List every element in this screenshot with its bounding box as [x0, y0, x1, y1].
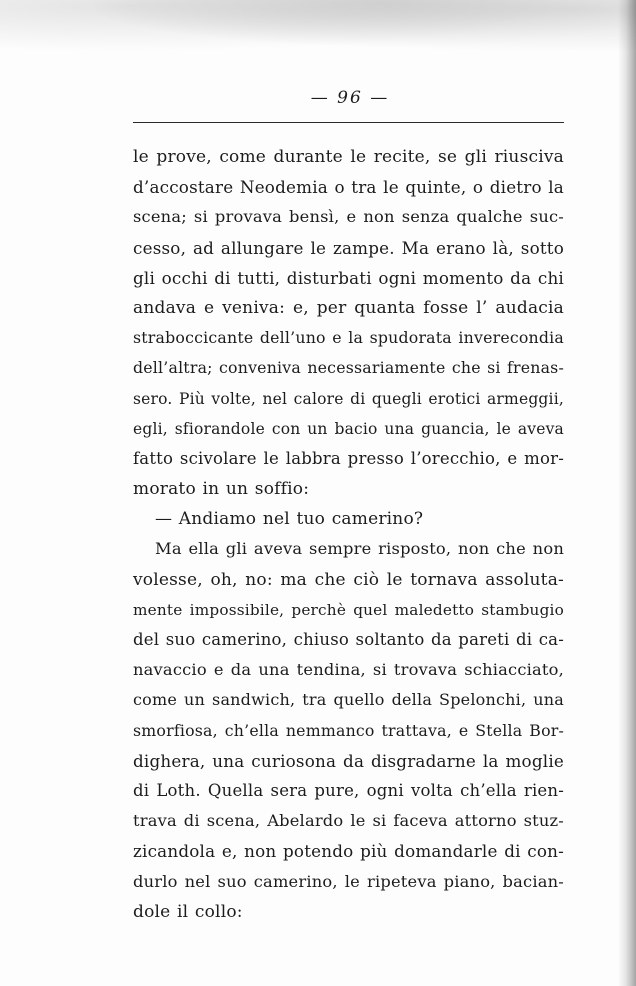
text-line: durlo nel suo camerino, le ripeteva piano, bacian-: [133, 871, 564, 891]
text-line: trava di scena, Abelardo le si faceva attorno stuz-: [133, 811, 564, 831]
text-line: andava e veniva: e, per quanta fosse l’ audacia: [133, 297, 564, 318]
text-line: egli, sfiorandole con un bacio una guancia, le aveva: [133, 419, 564, 438]
page-number: — 96 —: [310, 88, 390, 108]
text-line: gli occhi di tutti, disturbati ogni momento da chi: [133, 267, 564, 288]
text-line: zicandola e, non potendo più domandarle di con-: [133, 841, 564, 862]
text-line: dole il collo:: [133, 901, 243, 922]
text-line: navaccio e da una tendina, si trovava schiacciato,: [133, 660, 564, 680]
text-line: del suo camerino, chiuso soltanto da pareti di ca-: [133, 630, 564, 649]
text-line: scena; si provava bensì, e non senza qualche suc-: [133, 207, 564, 227]
body-text: [133, 142, 564, 927]
text-line: straboccicante dell’uno e la spudorata inverecondia: [133, 328, 564, 348]
text-line: di Loth. Quella sera pure, ogni volta ch’ella rien-: [133, 780, 564, 800]
text-line: sero. Più volte, nel calore di quegli erotici armeggii,: [133, 389, 564, 408]
text-line: smorfiosa, ch’ella nemmanco trattava, e Stella Bor-: [133, 720, 564, 740]
text-line: volesse, oh, no: ma che ciò le tornava assoluta-: [133, 569, 564, 590]
text-line: fatto scivolare le labbra presso l’orecchio, e mor-: [133, 448, 564, 468]
text-line: dighera, una curiosona da disgradarne la moglie: [133, 750, 564, 771]
text-line: come un sandwich, tra quello della Spelonchi, una: [133, 690, 564, 710]
scan-top-edge: [0, 0, 636, 60]
text-line: morato in un soffio:: [133, 479, 310, 500]
text-line: mente impossibile, perchè quel maledetto stambugio: [133, 600, 564, 619]
text-line: dell’altra; conveniva necessariamente che si frenas-: [133, 358, 564, 378]
text-line: d’accostare Neodemia o tra le quinte, o dietro la: [133, 177, 564, 198]
text-line: Ma ella gli aveva sempre risposto, non che non: [155, 539, 564, 559]
text-line: le prove, come durante le recite, se gli riusciva: [133, 147, 564, 167]
text-line: cesso, ad allungare le zampe. Ma erano là, sotto: [133, 237, 564, 258]
header-rule: [133, 122, 564, 123]
scan-right-edge: [618, 0, 636, 986]
text-line: — Andiamo nel tuo camerino?: [155, 509, 424, 530]
